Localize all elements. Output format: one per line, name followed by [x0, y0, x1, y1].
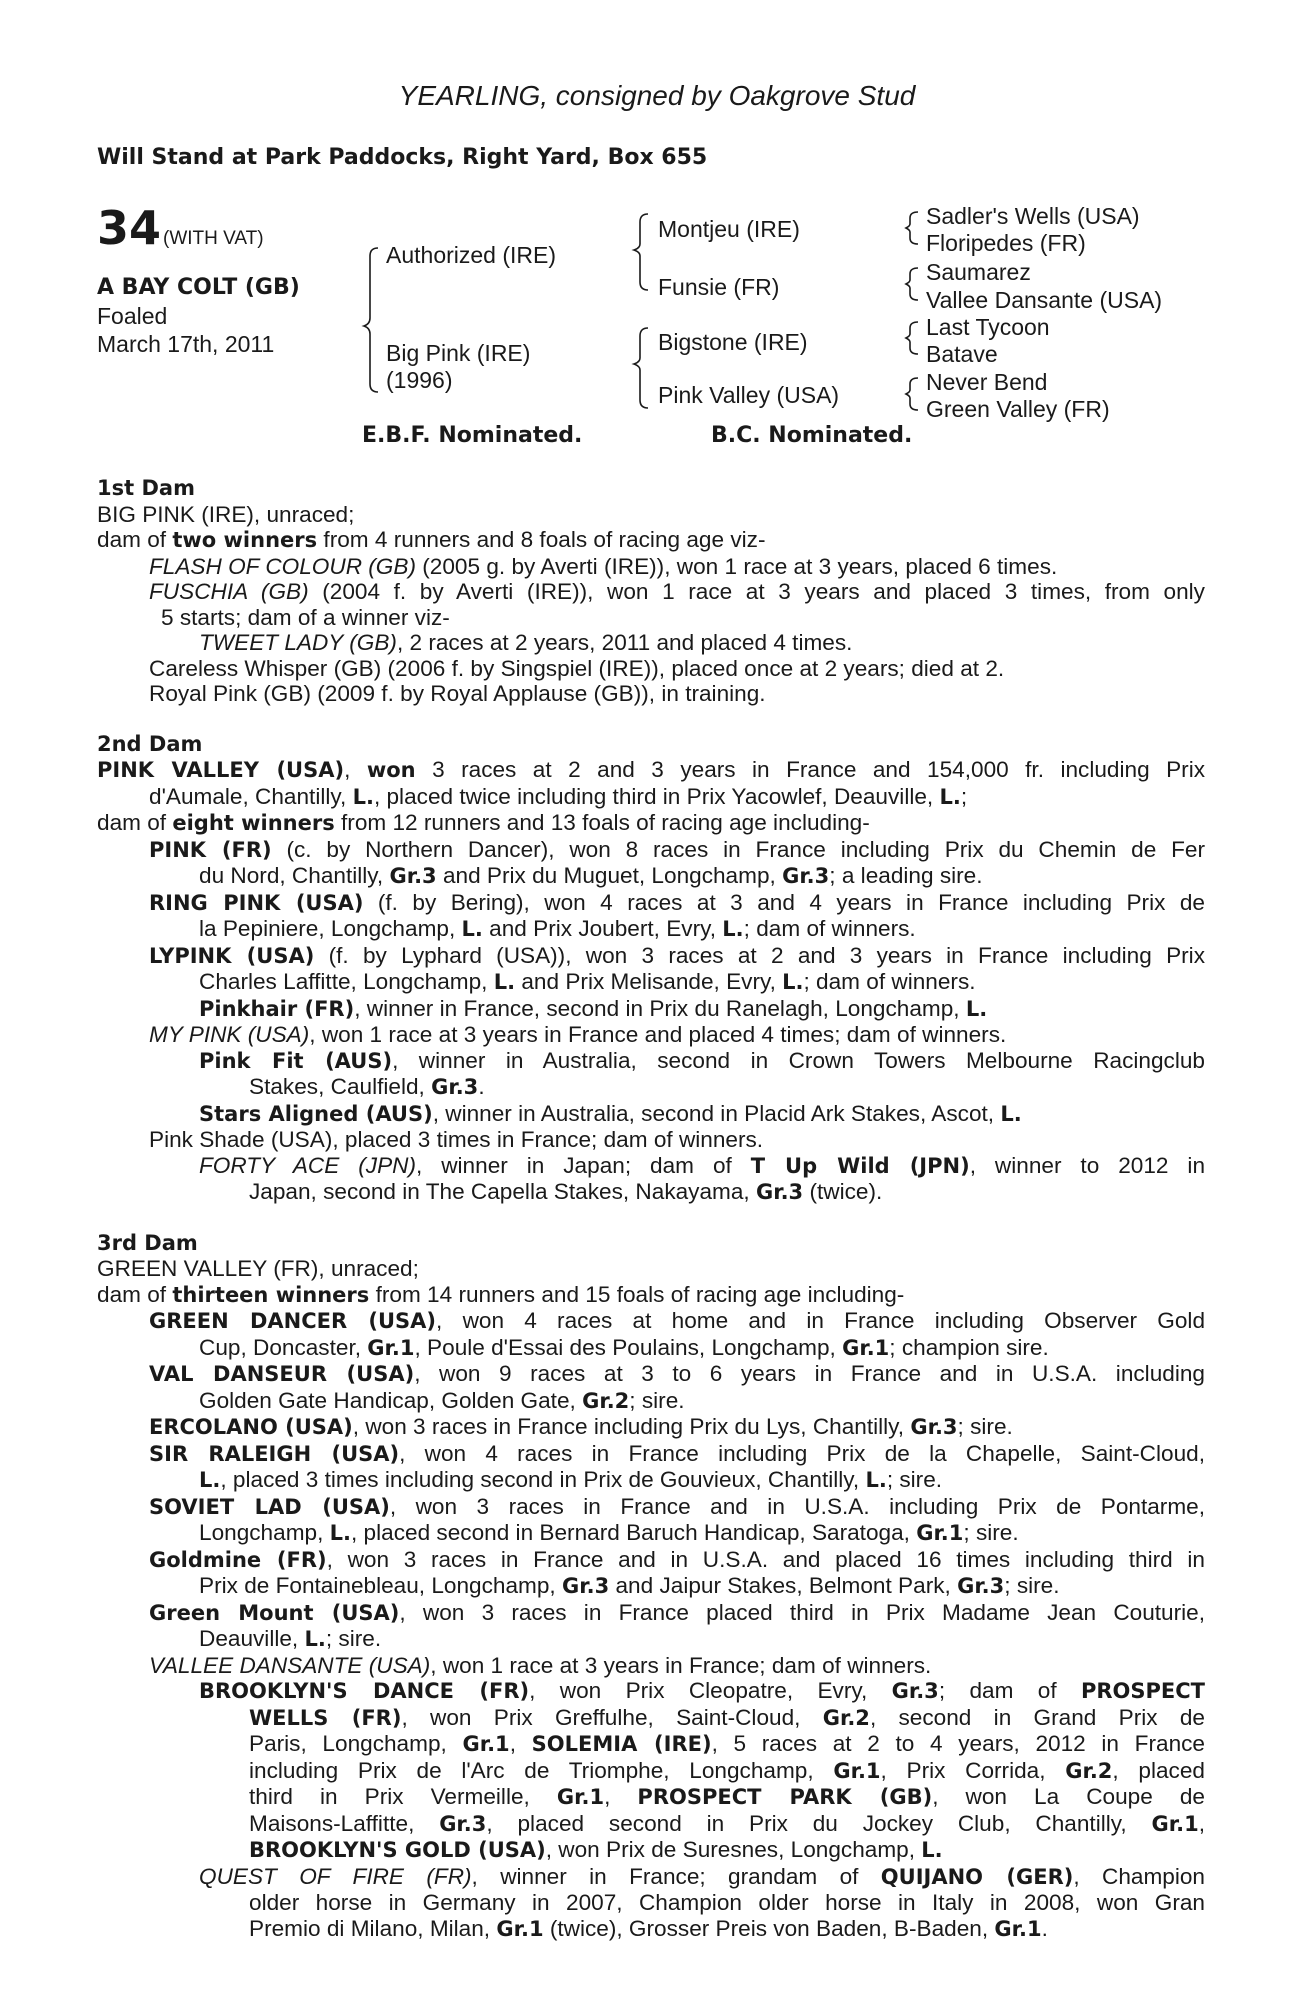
stand-location: Will Stand at Park Paddocks, Right Yard, Box 655 [97, 145, 708, 170]
second-dam-line: FORTY ACE (JPN), winner in Japan; dam of T Up Wild (JPN), winner to 2012 in [199, 1152, 1206, 1178]
first-dam-title: 1st Dam [97, 476, 195, 500]
second-dam-line: Pinkhair (FR), winner in France, second in Prix du Ranelagh, Longchamp, L. [199, 995, 988, 1021]
second-dam-line: PINK VALLEY (USA), won 3 races at 2 and 3 years in France and 154,000 fr. including Prix [97, 757, 1206, 782]
third-dam-line: ERCOLANO (USA), won 3 races in France including Prix du Lys, Chantilly, Gr.3; sire. [149, 1414, 1013, 1439]
pedigree-gen3-4: Vallee Dansante (USA) [926, 287, 1163, 313]
second-dam-line: LYPINK (USA) (f. by Lyphard (USA)), won 3 races at 2 and 3 years in France including Prix [149, 942, 1205, 968]
second-dam-line: Pink Shade (USA), placed 3 times in France; dam of winners. [149, 1127, 764, 1152]
pedigree-sire-sire: Montjeu (IRE) [658, 216, 800, 242]
pedigree-dam-sire: Bigstone (IRE) [658, 329, 808, 355]
pedigree-dam: Big Pink (IRE) [386, 340, 531, 366]
pedigree-gen3-3: Saumarez [926, 259, 1031, 285]
lot-vat: (WITH VAT) [163, 228, 264, 249]
second-dam-line: Charles Laffitte, Longchamp, L. and Prix Melisande, Evry, L.; dam of winners. [199, 969, 976, 994]
catalogue-header: YEARLING, consigned by Oakgrove Stud [398, 80, 916, 111]
second-dam-line: Stakes, Caulfield, Gr.3. [249, 1074, 485, 1099]
third-dam-line: Cup, Doncaster, Gr.1, Poule d'Essai des Poulains, Longchamp, Gr.1; champion sire. [199, 1334, 1049, 1360]
first-dam-line: dam of two winners from 4 runners and 8 foals of racing age viz- [97, 527, 766, 552]
third-dam-line: VAL DANSEUR (USA), won 9 races at 3 to 6 years in France and in U.S.A. including [149, 1361, 1205, 1386]
third-dam-line: SOVIET LAD (USA), won 3 races in France and in U.S.A. including Prix de Pontarme, [149, 1493, 1205, 1519]
third-dam-line: QUEST OF FIRE (FR), winner in France; grandam of QUIJANO (GER), Champion [199, 1863, 1205, 1889]
second-dam-title: 2nd Dam [97, 731, 203, 756]
third-dam-line: Deauville, L.; sire. [199, 1626, 382, 1651]
first-dam-line: TWEET LADY (GB), 2 races at 2 years, 2011 and placed 4 times. [199, 630, 853, 655]
pedigree-dam-dam: Pink Valley (USA) [658, 382, 840, 408]
third-dam-line: SIR RALEIGH (USA), won 4 races in France including Prix de la Chapelle, Saint-Cloud, [149, 1440, 1205, 1466]
third-dam-line: Prix de Fontainebleau, Longchamp, Gr.3 and Jaipur Stakes, Belmont Park, Gr.3; sire. [199, 1573, 1060, 1598]
first-dam-line: Careless Whisper (GB) (2006 f. by Singspiel (IRE)), placed once at 2 years; died at 2. [149, 655, 1005, 681]
second-dam-line: du Nord, Chantilly, Gr.3 and Prix du Muguet, Longchamp, Gr.3; a leading sire. [199, 863, 983, 888]
third-dam-line: GREEN DANCER (USA), won 4 races at home and in France including Observer Gold [149, 1308, 1206, 1333]
second-dam-line: la Pepiniere, Longchamp, L. and Prix Joubert, Evry, L.; dam of winners. [199, 916, 916, 941]
lot-description: A BAY COLT (GB) [97, 275, 300, 300]
third-dam-line: Premio di Milano, Milan, Gr.1 (twice), Grosser Preis von Baden, B-Baden, Gr.1. [249, 1915, 1048, 1941]
third-dam-line: Longchamp, L., placed second in Bernard Baruch Handicap, Saratoga, Gr.1; sire. [199, 1520, 1019, 1545]
third-dam-line: BROOKLYN'S GOLD (USA), won Prix de Suresnes, Longchamp, L. [249, 1837, 943, 1862]
foaled-date: March 17th, 2011 [97, 331, 275, 357]
third-dam-line: Goldmine (FR), won 3 races in France and in U.S.A. and placed 16 times including third in [149, 1546, 1205, 1572]
second-dam-line: PINK (FR) (c. by Northern Dancer), won 8 races in France including Prix du Chemin de Fer [149, 836, 1205, 862]
third-dam-title: 3rd Dam [97, 1230, 198, 1255]
foaled-label: Foaled [97, 303, 168, 329]
pedigree-gen3-7: Never Bend [926, 369, 1048, 395]
third-dam-line: WELLS (FR), won Prix Greffulhe, Saint-Cloud, Gr.2, second in Grand Prix de [249, 1704, 1205, 1730]
third-dam-line: Golden Gate Handicap, Golden Gate, Gr.2; sire. [199, 1387, 685, 1413]
second-dam-line: Japan, second in The Capella Stakes, Nakayama, Gr.3 (twice). [249, 1179, 883, 1204]
pedigree-gen3-6: Batave [926, 341, 998, 367]
first-dam-line: 5 starts; dam of a winner viz- [161, 604, 450, 630]
first-dam-line: BIG PINK (IRE), unraced; [97, 501, 355, 527]
pedigree-sire-dam: Funsie (FR) [658, 274, 780, 300]
third-dam-line: dam of thirteen winners from 14 runners and 15 foals of racing age including- [97, 1281, 905, 1307]
second-dam-line: Stars Aligned (AUS), winner in Australia, second in Placid Ark Stakes, Ascot, L. [199, 1100, 1022, 1126]
ebf-nominated: E.B.F. Nominated. [362, 423, 583, 448]
third-dam-line: third in Prix Vermeille, Gr.1, PROSPECT PARK (GB), won La Coupe de [249, 1784, 1206, 1809]
lot-number: 34 [97, 201, 162, 255]
third-dam-line: BROOKLYN'S DANCE (FR), won Prix Cleopatre, Evry, Gr.3; dam of PROSPECT [199, 1678, 1205, 1703]
second-dam-line: MY PINK (USA), won 1 race at 3 years in France and placed 4 times; dam of winners. [149, 1022, 1007, 1047]
dam-history [97, 476, 1205, 1942]
third-dam-line: older horse in Germany in 2007, Champion older horse in Italy in 2008, won Gran [249, 1890, 1205, 1915]
bc-nominated: B.C. Nominated. [711, 423, 913, 448]
second-dam-line: Pink Fit (AUS), winner in Australia, second in Crown Towers Melbourne Racingclub [199, 1047, 1205, 1073]
second-dam-line: dam of eight winners from 12 runners and 13 foals of racing age including- [97, 810, 870, 835]
third-dam-line: VALLEE DANSANTE (USA), won 1 race at 3 years in France; dam of winners. [149, 1652, 932, 1678]
third-dam-line: L., placed 3 times including second in Prix de Gouvieux, Chantilly, L.; sire. [199, 1467, 943, 1492]
third-dam-line: GREEN VALLEY (FR), unraced; [97, 1256, 419, 1281]
first-dam-line: FUSCHIA (GB) (2004 f. by Averti (IRE)), won 1 race at 3 years and placed 3 times, from only [149, 579, 1205, 604]
pedigree-sire: Authorized (IRE) [386, 242, 557, 268]
second-dam-line: d'Aumale, Chantilly, L., placed twice including third in Prix Yacowlef, Deauville, L.; [149, 783, 968, 809]
first-dam-line: Royal Pink (GB) (2009 f. by Royal Applause (GB)), in training. [149, 681, 766, 706]
pedigree-gen3-1: Sadler's Wells (USA) [926, 203, 1140, 229]
pedigree-gen3-5: Last Tycoon [926, 314, 1050, 340]
pedigree-gen3-8: Green Valley (FR) [926, 396, 1110, 422]
first-dam-line: FLASH OF COLOUR (GB) (2005 g. by Averti (IRE)), won 1 race at 3 years, placed 6 times. [149, 553, 1058, 579]
second-dam-line: RING PINK (USA) (f. by Bering), won 4 races at 3 and 4 years in France including Prix de [149, 889, 1205, 915]
third-dam-line: including Prix de l'Arc de Triomphe, Longchamp, Gr.1, Prix Corrida, Gr.2, placed [249, 1757, 1205, 1783]
third-dam-line: Maisons-Laffitte, Gr.3, placed second in Prix du Jockey Club, Chantilly, Gr.1, [249, 1810, 1205, 1836]
third-dam-line: Paris, Longchamp, Gr.1, SOLEMIA (IRE), 5 races at 2 to 4 years, 2012 in France [249, 1731, 1206, 1756]
pedigree-dam-year: (1996) [386, 367, 453, 393]
third-dam-line: Green Mount (USA), won 3 races in France placed third in Prix Madame Jean Couturie, [149, 1599, 1206, 1625]
pedigree-gen3-2: Floripedes (FR) [926, 230, 1086, 256]
